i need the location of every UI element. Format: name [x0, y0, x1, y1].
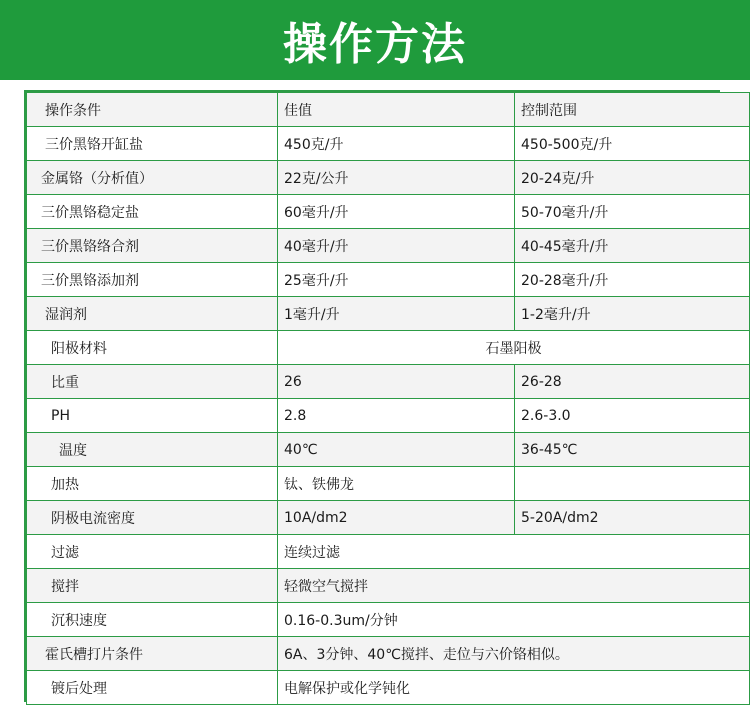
row-control-range: 1-2毫升/升: [515, 297, 750, 331]
row-best-value: 25毫升/升: [278, 263, 515, 297]
table-row: [27, 501, 750, 535]
row-label: 金属铬（分析值）: [27, 161, 278, 195]
table-row: [27, 297, 750, 331]
operating-conditions-table: [24, 90, 720, 702]
table-row: [27, 229, 750, 263]
row-control-range: 5-20A/dm2: [515, 501, 750, 535]
row-control-range: 40-45毫升/升: [515, 229, 750, 263]
row-best-value: 2.8: [278, 399, 515, 433]
row-best-value: 40℃: [278, 433, 515, 467]
row-label: 三价黑铬稳定盐: [27, 195, 278, 229]
row-best-value: 钛、铁佛龙: [278, 467, 515, 501]
row-label: 镀后处理: [27, 671, 278, 705]
table-row: [27, 671, 750, 705]
table-row: [27, 399, 750, 433]
table-row: [27, 637, 750, 671]
row-best-value: 26: [278, 365, 515, 399]
row-label: 阴极电流密度: [27, 501, 278, 535]
row-best-value: 60毫升/升: [278, 195, 515, 229]
row-control-range: 20-24克/升: [515, 161, 750, 195]
row-label: 搅拌: [27, 569, 278, 603]
row-label: 比重: [27, 365, 278, 399]
header-best-value: 佳值: [278, 93, 515, 127]
table-row: [27, 603, 750, 637]
header-control-range: 控制范围: [515, 93, 750, 127]
row-control-range: 450-500克/升: [515, 127, 750, 161]
row-best-value: 1毫升/升: [278, 297, 515, 331]
table-row: [27, 569, 750, 603]
header-condition: 操作条件: [27, 93, 278, 127]
row-merged-value: 电解保护或化学钝化: [278, 671, 750, 705]
row-best-value: 450克/升: [278, 127, 515, 161]
row-merged-value: 连续过滤: [278, 535, 750, 569]
row-label: 沉积速度: [27, 603, 278, 637]
title-banner: [0, 0, 750, 80]
row-label: 三价黑铬络合剂: [27, 229, 278, 263]
row-control-range: 36-45℃: [515, 433, 750, 467]
row-label: 湿润剂: [27, 297, 278, 331]
conditions-table: [26, 92, 750, 705]
row-best-value: 40毫升/升: [278, 229, 515, 263]
row-label: 温度: [27, 433, 278, 467]
row-label: PH: [27, 399, 278, 433]
row-label: 三价黑铬开缸盐: [27, 127, 278, 161]
table-row: [27, 263, 750, 297]
row-merged-value: 石墨阳极: [278, 331, 750, 365]
table-row: [27, 365, 750, 399]
row-merged-value: 轻微空气搅拌: [278, 569, 750, 603]
row-merged-value: 0.16-0.3um/分钟: [278, 603, 750, 637]
table-header-row: [27, 93, 750, 127]
table-row: [27, 161, 750, 195]
table-row: [27, 127, 750, 161]
row-best-value: 22克/公升: [278, 161, 515, 195]
table-row: [27, 433, 750, 467]
page-title: 操作方法: [283, 19, 467, 70]
row-control-range: 50-70毫升/升: [515, 195, 750, 229]
row-control-range: 20-28毫升/升: [515, 263, 750, 297]
row-label: 霍氏槽打片条件: [27, 637, 278, 671]
table-row: [27, 467, 750, 501]
row-merged-value: 6A、3分钟、40℃搅拌、走位与六价铬相似。: [278, 637, 750, 671]
row-control-range: [515, 467, 750, 501]
row-label: 加热: [27, 467, 278, 501]
table-row: [27, 331, 750, 365]
table-row: [27, 195, 750, 229]
row-best-value: 10A/dm2: [278, 501, 515, 535]
table-row: [27, 535, 750, 569]
row-control-range: 2.6-3.0: [515, 399, 750, 433]
row-label: 三价黑铬添加剂: [27, 263, 278, 297]
row-control-range: 26-28: [515, 365, 750, 399]
row-label: 过滤: [27, 535, 278, 569]
row-label: 阳极材料: [27, 331, 278, 365]
